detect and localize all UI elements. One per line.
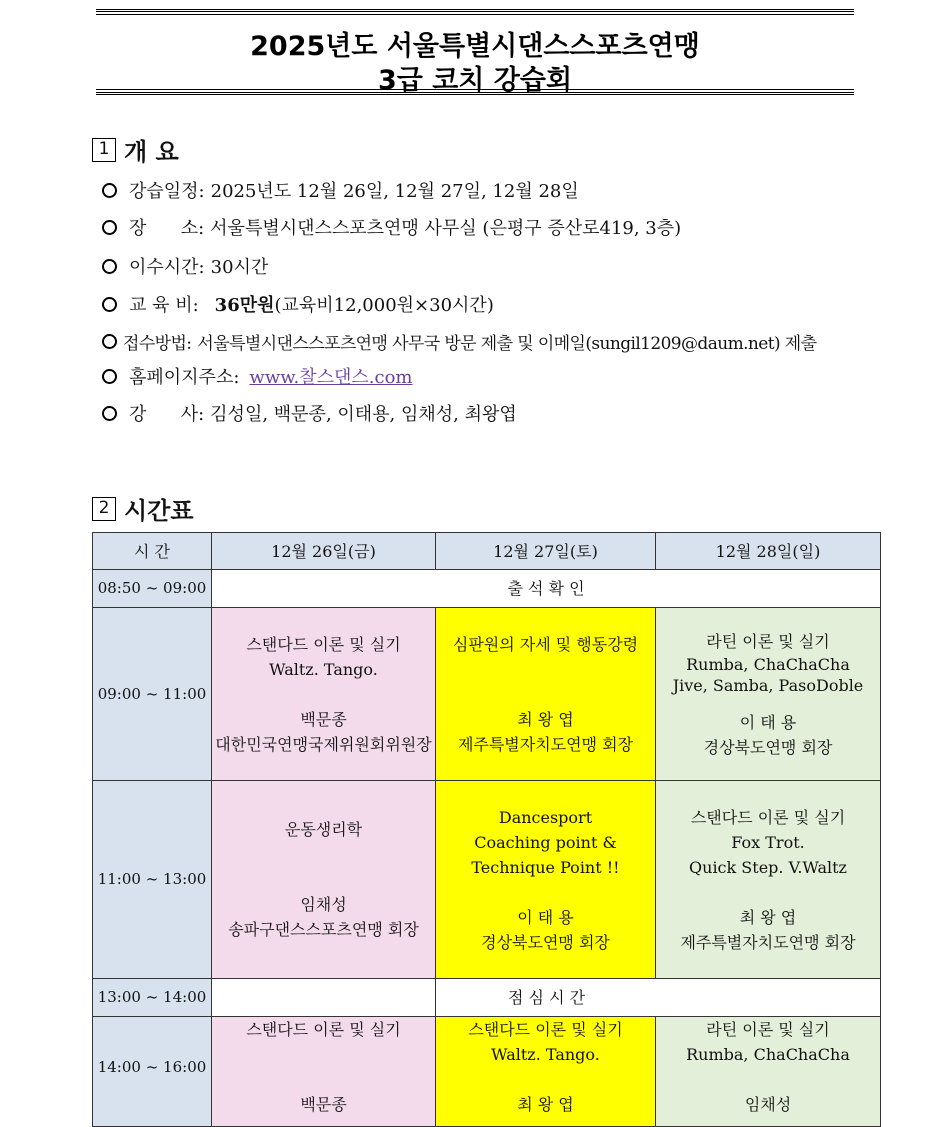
overview-item-schedule: [102, 177, 579, 203]
session-title: 심판원의 자세 및 행동강령: [452, 634, 639, 654]
session-title: 스탠다드 이론 및 실기: [690, 807, 846, 827]
header-time: 시 간: [93, 533, 212, 570]
session-title: 운동생리학: [284, 820, 363, 839]
empty-cell: [212, 979, 436, 1017]
section-title: 개 요: [124, 138, 179, 166]
session-cell: [656, 608, 881, 781]
session-title: 스탠다드 이론 및 실기: [468, 1020, 623, 1039]
section-title: 시간표: [124, 497, 194, 525]
session-detail: Coaching point &: [474, 832, 617, 852]
time-cell: 08:50 ~ 09:00: [93, 570, 212, 608]
item-label: 강습일정:: [129, 181, 205, 202]
item-value: 30시간: [210, 257, 269, 278]
item-label: 강 사:: [129, 404, 205, 425]
item-label: 홈페이지주소:: [129, 367, 240, 388]
circle-bullet-icon: [102, 334, 117, 349]
item-label: 교 육 비:: [129, 295, 199, 316]
instructor-name: 백문종: [300, 1095, 347, 1114]
item-label: 장 소:: [129, 218, 205, 239]
schedule-table: [92, 532, 881, 1127]
session-title: 스탠다드 이론 및 실기: [246, 634, 401, 654]
session-dances: Waltz. Tango.: [269, 659, 378, 679]
header-day-2: 12월 27일(토): [436, 533, 656, 570]
overview-item-instructors: [102, 400, 517, 426]
session-cell: [656, 1017, 881, 1127]
session-title: 스탠다드 이론 및 실기: [246, 1020, 401, 1039]
session-cell: [212, 1017, 436, 1127]
session-dances-2: Quick Step. V.Waltz: [689, 857, 847, 877]
section-number: 1: [92, 138, 116, 162]
session-cell: [656, 781, 881, 979]
table-row: [93, 570, 881, 608]
session-title: 라틴 이론 및 실기: [706, 1020, 830, 1039]
session-dances: Rumba, ChaChaCha: [686, 1045, 850, 1064]
overview-item-application: [102, 329, 816, 354]
document-title-box: [96, 9, 854, 95]
homepage-link[interactable]: www.찰스댄스.com: [249, 367, 413, 388]
item-value: 서울특별시댄스스포츠연맹 사무실 (은평구 증산로419, 3층): [210, 218, 682, 239]
session-cell: [212, 608, 436, 781]
item-value: 서울특별시댄스스포츠연맹 사무국 방문 제출 및 이메일(sungil1209@daum.net) 제출: [197, 334, 817, 354]
overview-item-fee: [102, 291, 494, 317]
attendance-cell: 출 석 확 인: [212, 570, 881, 608]
instructor-name: 임채성: [744, 1095, 792, 1114]
section-schedule-heading: [92, 491, 194, 526]
table-row: [93, 979, 881, 1017]
circle-bullet-icon: [102, 369, 117, 384]
session-title: Dancesport: [498, 807, 593, 827]
session-title: 라틴 이론 및 실기: [706, 631, 830, 651]
section-overview-heading: [92, 132, 179, 167]
session-detail-2: Technique Point !!: [471, 857, 620, 877]
instructor-name: 최 왕 엽: [517, 709, 574, 729]
instructor-title: 제주특별자치도연맹 회장: [680, 932, 856, 952]
time-cell: 09:00 ~ 11:00: [93, 608, 212, 781]
item-value: 김성일, 백문종, 이태용, 임채성, 최왕엽: [210, 404, 517, 425]
circle-bullet-icon: [102, 297, 117, 312]
overview-item-hours: [102, 253, 268, 279]
session-dances: Waltz. Tango.: [491, 1045, 600, 1064]
instructor-name: 최 왕 엽: [517, 1095, 574, 1114]
table-row: [93, 1017, 881, 1127]
title-line-2: 3급 코치 강습회: [377, 65, 573, 96]
time-cell: 11:00 ~ 13:00: [93, 781, 212, 979]
instructor-name: 최 왕 엽: [739, 907, 797, 927]
session-dances: Rumba, ChaChaCha: [686, 654, 850, 674]
circle-bullet-icon: [102, 183, 117, 198]
item-value: 2025년도 12월 26일, 12월 27일, 12월 28일: [210, 181, 579, 202]
time-cell: 13:00 ~ 14:00: [93, 979, 212, 1017]
item-label: 이수시간:: [129, 257, 205, 278]
instructor-title: 제주특별자치도연맹 회장: [457, 734, 634, 754]
header-day-1: 12월 26일(금): [212, 533, 436, 570]
item-value: (교육비12,000원×30시간): [274, 295, 494, 316]
table-row: [93, 781, 881, 979]
instructor-name: 이 태 용: [517, 907, 574, 927]
table-row: [93, 608, 881, 781]
item-value-bold: 36만원: [214, 295, 275, 316]
table-header-row: [93, 533, 881, 570]
title-line-1: 2025년도 서울특별시댄스스포츠연맹: [250, 31, 700, 62]
circle-bullet-icon: [102, 406, 117, 421]
overview-item-place: [102, 214, 681, 240]
instructor-title: 경상북도연맹 회장: [481, 932, 610, 952]
circle-bullet-icon: [102, 220, 117, 235]
time-cell: 14:00 ~ 16:00: [93, 1017, 212, 1127]
header-day-3: 12월 28일(일): [656, 533, 881, 570]
instructor-title: 대한민국연맹국제위원회위원장: [215, 734, 432, 754]
session-cell: [436, 1017, 656, 1127]
session-cell: [212, 781, 436, 979]
instructor-name: 백문종: [300, 709, 347, 729]
session-dances: Fox Trot.: [731, 832, 805, 852]
overview-item-homepage: [102, 363, 412, 389]
session-cell: [436, 781, 656, 979]
instructor-title: 송파구댄스스포츠연맹 회장: [228, 920, 419, 939]
session-cell: [436, 608, 656, 781]
instructor-title: 경상북도연맹 회장: [703, 737, 833, 757]
instructor-name: 임채성: [300, 895, 347, 914]
item-label: 접수방법:: [123, 334, 192, 354]
instructor-name: 이 태 용: [739, 712, 797, 732]
lunch-cell: 점 심 시 간: [436, 979, 881, 1017]
section-number: 2: [92, 497, 116, 521]
session-dances-2: Jive, Samba, PasoDoble: [672, 675, 864, 695]
circle-bullet-icon: [102, 259, 117, 274]
